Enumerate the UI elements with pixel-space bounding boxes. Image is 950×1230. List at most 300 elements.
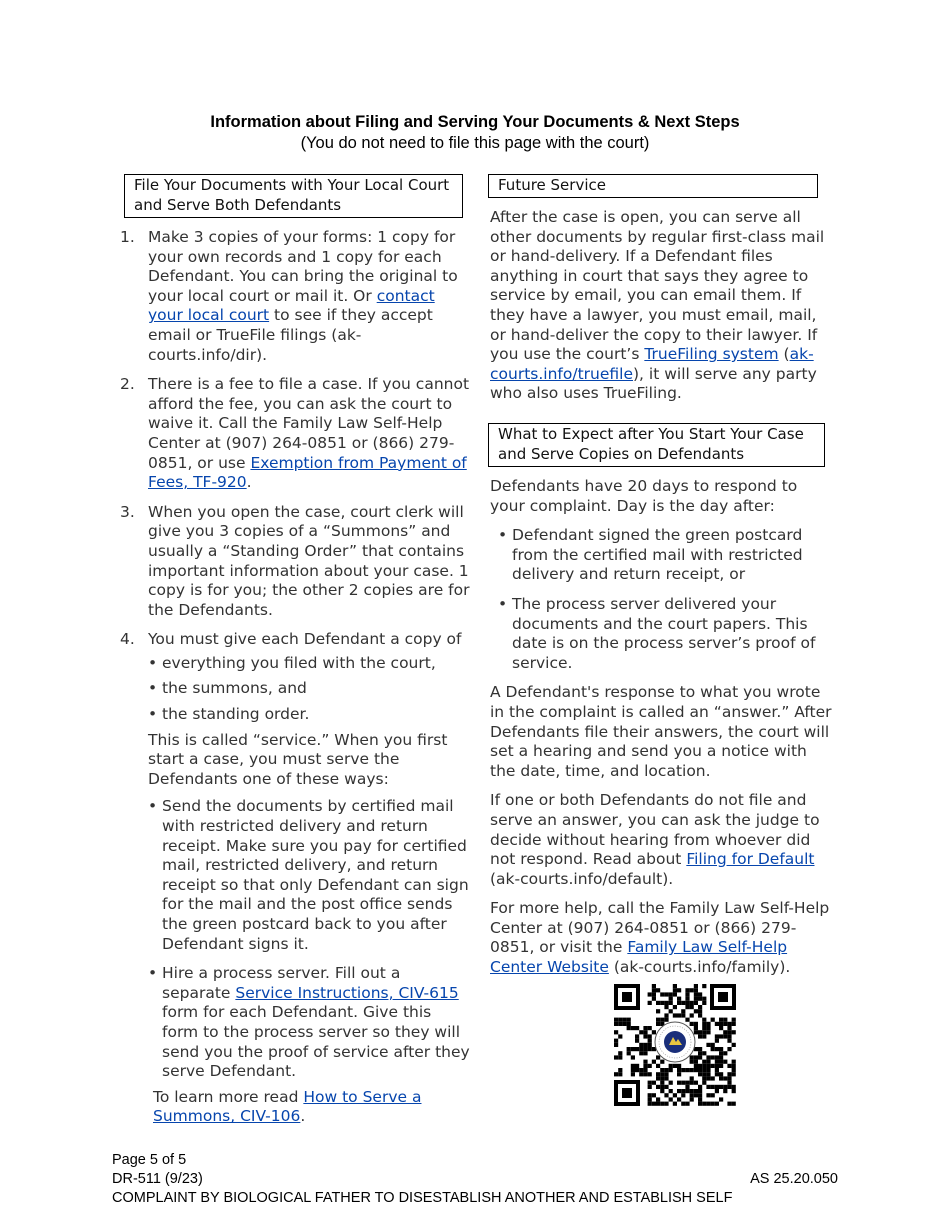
qr-module (677, 997, 681, 1001)
qr-module (702, 1030, 706, 1034)
self-help-center-website-link[interactable]: Family Law Self-Help Center Website (490, 938, 788, 977)
qr-module (690, 1060, 694, 1064)
qr-module (732, 1018, 736, 1022)
qr-module (727, 1030, 731, 1034)
qr-module (648, 1085, 652, 1089)
qr-module (652, 997, 656, 1001)
qr-module (685, 997, 689, 1001)
qr-module (627, 1026, 631, 1030)
qr-module (698, 1085, 702, 1089)
qr-module (715, 1102, 719, 1106)
qr-module (702, 1068, 706, 1072)
learn-more-text: To learn more read How to Serve a Summons, CIV-106. (153, 1087, 422, 1126)
qr-module (685, 1018, 689, 1022)
qr-module (660, 1089, 664, 1093)
qr-module (660, 1001, 664, 1005)
qr-module (669, 1097, 673, 1101)
qr-module (727, 1072, 731, 1076)
qr-module (664, 1093, 668, 1097)
step-number: 1. (120, 228, 135, 246)
qr-module (690, 1093, 694, 1097)
qr-module (673, 988, 677, 992)
qr-module (652, 1102, 656, 1106)
qr-module (618, 1051, 622, 1055)
qr-module (698, 992, 702, 996)
qr-module (694, 1055, 698, 1059)
future-service-heading: Future Service (488, 174, 818, 198)
qr-module (732, 1072, 736, 1076)
qr-module (635, 1026, 639, 1030)
qr-module (694, 1022, 698, 1026)
qr-module (702, 1076, 706, 1080)
service-instructions-civ615-link[interactable]: Service Instructions, CIV-615 (235, 983, 459, 1002)
qr-module (719, 1047, 723, 1051)
court-seal-icon (655, 1022, 695, 1062)
qr-module (711, 1047, 715, 1051)
answer-text: A Defendant's response to what you wrote in the complaint is called an “answer.” After Defendants file their answers, the court will set a hearing and send you a notice with the date, time, and location. (490, 683, 832, 780)
qr-module (681, 1081, 685, 1085)
page-number: Page 5 of 5 (112, 1152, 187, 1168)
qr-module (652, 988, 656, 992)
qr-module (681, 1001, 685, 1005)
qr-module (694, 1064, 698, 1068)
qr-module (681, 1093, 685, 1097)
respond-text: Defendants have 20 days to respond to your complaint. Day is the day after: (490, 477, 798, 515)
qr-module (698, 1089, 702, 1093)
qr-module (702, 1018, 706, 1022)
qr-module (706, 1060, 710, 1064)
qr-module (673, 1102, 677, 1106)
qr-module (660, 1060, 664, 1064)
qr-module (698, 1051, 702, 1055)
truefiling-system-link[interactable]: TrueFiling system (644, 345, 779, 364)
qr-module (706, 1076, 710, 1080)
qr-module (711, 1043, 715, 1047)
qr-module (681, 1013, 685, 1017)
qr-module (685, 988, 689, 992)
qr-module (643, 1043, 647, 1047)
filing-for-default-link[interactable]: Filing for Default (686, 850, 815, 869)
qr-module (719, 1022, 723, 1026)
qr-module (732, 1030, 736, 1034)
qr-module (618, 1055, 622, 1059)
qr-module (698, 1068, 702, 1072)
qr-module (669, 1068, 673, 1072)
qr-module (656, 1009, 660, 1013)
qr-module (706, 1043, 710, 1047)
qr-module (656, 1001, 660, 1005)
qr-module (698, 1093, 702, 1097)
qr-module (732, 1068, 736, 1072)
step-number: 2. (120, 375, 135, 394)
how-to-serve-summons-link[interactable]: How to Serve a Summons, CIV-106 (153, 1087, 422, 1126)
qr-module (673, 1013, 677, 1017)
fees-tf920-link[interactable]: Fees, TF-920 (148, 473, 247, 492)
qr-module (719, 1064, 723, 1068)
qr-module (656, 1072, 660, 1076)
qr-module (677, 1072, 681, 1076)
qr-module (656, 988, 660, 992)
qr-module (706, 1102, 710, 1106)
qr-module (643, 1026, 647, 1030)
qr-module (702, 1026, 706, 1030)
qr-module (648, 1039, 652, 1043)
qr-module (706, 1022, 710, 1026)
qr-module (711, 1085, 715, 1089)
qr-module (656, 1076, 660, 1080)
qr-module (618, 1072, 622, 1076)
qr-module (727, 1047, 731, 1051)
qr-module (664, 1013, 668, 1017)
qr-module (723, 1076, 727, 1080)
qr-module (719, 1034, 723, 1038)
qr-module (711, 1076, 715, 1080)
qr-module (660, 992, 664, 996)
qr-module (660, 1068, 664, 1072)
qr-module (732, 1102, 736, 1106)
qr-module (702, 1001, 706, 1005)
qr-module (635, 1064, 639, 1068)
qr-module (685, 992, 689, 996)
qr-module (648, 1102, 652, 1106)
copy-items-list (148, 654, 472, 725)
qr-module (698, 1055, 702, 1059)
qr-module (694, 1081, 698, 1085)
qr-module (631, 1064, 635, 1068)
qr-module (652, 992, 656, 996)
qr-module (723, 1089, 727, 1093)
qr-module (652, 1060, 656, 1064)
left-column (120, 228, 472, 1137)
qr-module (694, 1093, 698, 1097)
qr-module (723, 1085, 727, 1089)
qr-module (648, 1001, 652, 1005)
list-item: • Defendant signed the green postcard from the certified mail with restricted delivery and return receipt, or (498, 526, 803, 584)
qr-module (715, 1064, 719, 1068)
what-to-expect-heading: What to Expect after You Start Your Case and Serve Copies on Defendants (488, 423, 825, 467)
qr-module (727, 1026, 731, 1030)
qr-module (648, 1072, 652, 1076)
qr-module (702, 1102, 706, 1106)
qr-module (631, 1026, 635, 1030)
list-item: • everything you filed with the court, (148, 653, 436, 672)
list-item: • Hire a process server. Fill out a separate Service Instructions, CIV-615 form for each Defendant. Give this form to the process server so they will send you the proof of service after they serve Defendant. (148, 964, 470, 1081)
help-text: For more help, call the Family Law Self-Help Center at (907) 264-0851 or (866) 279-0851, or visit the Family Law Self-Help Center Website (ak-courts.info/family). (490, 899, 830, 977)
qr-module (719, 1055, 723, 1059)
qr-module (732, 1043, 736, 1047)
qr-module (627, 1051, 631, 1055)
qr-module (719, 1051, 723, 1055)
list-item: • Send the documents by certified mail with restricted delivery and return receipt. Make sure you pay for certified mail, restricted delivery, and return receipt so that only Defendant can sign for the mail and the post office sends the green postcard back to you after Defendant signs it. (148, 797, 469, 953)
qr-module (652, 1081, 656, 1085)
qr-module (631, 1072, 635, 1076)
qr-module (715, 1072, 719, 1076)
qr-module (648, 1081, 652, 1085)
qr-module (690, 1081, 694, 1085)
qr-module (715, 1068, 719, 1072)
qr-module (643, 1034, 647, 1038)
qr-module (664, 1085, 668, 1089)
qr-module (685, 1089, 689, 1093)
contact-local-court-link[interactable]: contact your local court (148, 286, 435, 325)
qr-module (614, 1022, 618, 1026)
qr-module (673, 984, 677, 988)
qr-module (677, 1097, 681, 1101)
qr-module (715, 1034, 719, 1038)
qr-module (648, 1026, 652, 1030)
qr-module (706, 1030, 710, 1034)
qr-module (677, 1001, 681, 1005)
qr-module (685, 1001, 689, 1005)
qr-module (719, 1097, 723, 1101)
qr-module (643, 1051, 647, 1055)
qr-module (723, 1030, 727, 1034)
qr-module (673, 1093, 677, 1097)
qr-module (706, 1093, 710, 1097)
qr-module (706, 1055, 710, 1059)
page-subtitle: (You do not need to file this page with the court) (300, 134, 650, 152)
qr-module (648, 1043, 652, 1047)
qr-module (664, 1072, 668, 1076)
qr-module (685, 1068, 689, 1072)
qr-module (698, 1030, 702, 1034)
qr-module (648, 1064, 652, 1068)
qr-module (706, 1085, 710, 1089)
qr-module (702, 1022, 706, 1026)
step-1: 1. Make 3 copies of your forms: 1 copy for your own records and 1 copy for each Defendant. You can bring the original to your local court or mail it. Or contact your local court to see if they accept email or TrueFile filings (ak-courts.info/dir). (120, 228, 458, 364)
qr-module (614, 1043, 618, 1047)
qr-module (685, 1005, 689, 1009)
list-item: • the standing order. (148, 705, 310, 724)
qr-module (711, 1064, 715, 1068)
qr-module (652, 1093, 656, 1097)
qr-module (648, 992, 652, 996)
qr-module (639, 1068, 643, 1072)
qr-module (664, 1001, 668, 1005)
qr-module (664, 1068, 668, 1072)
qr-module (698, 1102, 702, 1106)
qr-module (648, 1034, 652, 1038)
qr-module (690, 1068, 694, 1072)
qr-module (694, 1089, 698, 1093)
qr-module (690, 1076, 694, 1080)
qr-module (706, 1072, 710, 1076)
qr-module (723, 1060, 727, 1064)
default-text: If one or both Defendants do not file and serve an answer, you can ask the judge to decide without hearing from whoever did not respond. Read about Filing for Default (ak-courts.info/default). (490, 791, 820, 888)
qr-module (715, 1055, 719, 1059)
qr-code-icon (614, 984, 736, 1106)
statute-reference: AS 25.20.050 (750, 1171, 838, 1187)
form-title: COMPLAINT BY BIOLOGICAL FATHER TO DISESTABLISH ANOTHER AND ESTABLISH SELF (112, 1190, 733, 1206)
qr-module (727, 1085, 731, 1089)
qr-module (669, 1089, 673, 1093)
qr-module (685, 1081, 689, 1085)
left-section-heading: File Your Documents with Your Local Court and Serve Both Defendants (124, 174, 463, 218)
qr-module (690, 988, 694, 992)
qr-module (677, 1013, 681, 1017)
qr-module (727, 1102, 731, 1106)
qr-module (702, 1072, 706, 1076)
page-title: Information about Filing and Serving Your Documents & Next Steps (210, 113, 740, 131)
qr-module (698, 1034, 702, 1038)
qr-module (660, 1072, 664, 1076)
qr-module (631, 1055, 635, 1059)
qr-module (715, 1047, 719, 1051)
qr-module (694, 1068, 698, 1072)
qr-module (618, 1034, 622, 1038)
step-number: 4. (120, 630, 135, 649)
qr-module (660, 1085, 664, 1089)
qr-module (719, 1060, 723, 1064)
future-service-text: After the case is open, you can serve all other documents by regular first-class mail or hand-delivery. If a Defendant files anything in court that says they agree to service by email, you can email them. If they have a lawyer, you must email, mail, or hand-deliver the copy to their lawyer. If you use the court’s TrueFiling system (ak-courts.info/truefile), it will serve any party who also uses TrueFiling. (490, 208, 825, 403)
qr-module (727, 1034, 731, 1038)
qr-module (677, 1068, 681, 1072)
qr-module (664, 1005, 668, 1009)
qr-module (639, 1047, 643, 1051)
qr-module (669, 997, 673, 1001)
qr-module (635, 1068, 639, 1072)
qr-module (715, 1085, 719, 1089)
qr-module (643, 1072, 647, 1076)
qr-module (614, 1055, 618, 1059)
qr-module (702, 997, 706, 1001)
qr-module (727, 1022, 731, 1026)
truefile-url-link[interactable]: ak-courts.info/truefile (490, 345, 814, 383)
qr-module (698, 1009, 702, 1013)
step-2: 2. There is a fee to file a case. If you cannot afford the fee, you can ask the court to waive it. Call the Family Law Self-Help Center at (907) 264-0851 or (866) 279-0851, or use Exemption from Payment of Fees, TF-920. (120, 375, 470, 492)
step-4: 4. You must give each Defendant a copy of • everything you filed with the court, • the summons, and • the standing order. This is called “service.” When you first start a case, you must serve the Defendants one of these ways: • Send the documents by certified mail with restricted delivery and return receipt. Make sure you pay for certified mail, restricted delivery, and return receipt so that only Defendant can sign for the mail and the post office sends the green postcard back to you after Defendant signs it. • Hire a process server. Fill out a separate Service Instructions, CIV-615 form for each Defendant. Give this form to the process server so they will send you the proof of service after they serve Defendant. (120, 630, 472, 1081)
qr-module (681, 1102, 685, 1106)
qr-module (622, 1018, 626, 1022)
qr-module (715, 1039, 719, 1043)
qr-module (702, 1081, 706, 1085)
qr-module (660, 1076, 664, 1080)
qr-module (643, 1064, 647, 1068)
qr-module (656, 1097, 660, 1101)
qr-module (690, 1022, 694, 1026)
qr-module (719, 1018, 723, 1022)
exemption-from-payment-link[interactable]: Exemption from Payment of (250, 453, 467, 472)
qr-module (639, 1051, 643, 1055)
qr-module (660, 1018, 664, 1022)
steps-list (120, 228, 472, 1082)
qr-module (706, 1026, 710, 1030)
qr-module (631, 1047, 635, 1051)
qr-module (702, 1051, 706, 1055)
qr-module (723, 1034, 727, 1038)
list-item: • the summons, and (148, 679, 307, 698)
qr-module (723, 1022, 727, 1026)
qr-module (690, 1005, 694, 1009)
footer-left (112, 1151, 732, 1208)
form-id: DR-511 (9/23) (112, 1171, 203, 1187)
qr-module (706, 1064, 710, 1068)
qr-module (694, 1001, 698, 1005)
respond-items-list (490, 526, 836, 673)
qr-module (639, 1043, 643, 1047)
qr-module (627, 1047, 631, 1051)
qr-module (614, 1039, 618, 1043)
qr-module (652, 984, 656, 988)
qr-module (727, 1081, 731, 1085)
qr-module (694, 1009, 698, 1013)
qr-module (690, 1097, 694, 1101)
qr-module (723, 1051, 727, 1055)
qr-module (673, 1005, 677, 1009)
qr-module (702, 984, 706, 988)
qr-module (677, 988, 681, 992)
qr-module (711, 1055, 715, 1059)
qr-module (681, 1068, 685, 1072)
qr-module (664, 1018, 668, 1022)
qr-module (698, 1013, 702, 1017)
qr-module (635, 1034, 639, 1038)
qr-module (732, 1022, 736, 1026)
qr-module (643, 1030, 647, 1034)
step-3: 3. When you open the case, court clerk will give you 3 copies of a “Summons” and usually a “Standing Order” that contains important information about your case. 1 copy is for you; the other 2 copies are for the Defendants. (120, 502, 470, 619)
qr-module (723, 1018, 727, 1022)
qr-module (694, 988, 698, 992)
qr-module (648, 1097, 652, 1101)
qr-module (614, 1030, 618, 1034)
qr-module (698, 997, 702, 1001)
qr-module (664, 1076, 668, 1080)
qr-module (694, 992, 698, 996)
qr-module (652, 1030, 656, 1034)
qr-module (669, 1064, 673, 1068)
qr-module (664, 1102, 668, 1106)
qr-module (677, 1081, 681, 1085)
qr-module (711, 1102, 715, 1106)
qr-module (635, 1047, 639, 1051)
list-item: • The process server delivered your documents and the court papers. This date is on the process server’s proof of service. (498, 594, 816, 672)
qr-module (639, 1030, 643, 1034)
qr-module (702, 1060, 706, 1064)
qr-module (719, 1072, 723, 1076)
qr-module (681, 1009, 685, 1013)
qr-module (702, 1064, 706, 1068)
qr-module (694, 1060, 698, 1064)
qr-module (690, 1013, 694, 1017)
qr-module (669, 992, 673, 996)
qr-module (727, 1076, 731, 1080)
qr-module (698, 1047, 702, 1051)
qr-module (622, 1022, 626, 1026)
qr-module (614, 1018, 618, 1022)
qr-module (660, 1102, 664, 1106)
qr-module (677, 1089, 681, 1093)
qr-module (656, 1085, 660, 1089)
qr-module (673, 992, 677, 996)
qr-module (732, 1060, 736, 1064)
qr-module (685, 1085, 689, 1089)
qr-module (656, 1055, 660, 1059)
future-service-section (490, 208, 830, 414)
qr-module (677, 1064, 681, 1068)
qr-module (648, 1093, 652, 1097)
qr-module (639, 1072, 643, 1076)
service-methods-list (148, 797, 472, 1081)
qr-module (702, 1034, 706, 1038)
qr-module (669, 1009, 673, 1013)
qr-module (698, 1064, 702, 1068)
what-to-expect-section (490, 477, 836, 988)
qr-module (715, 1022, 719, 1026)
qr-module (711, 1018, 715, 1022)
qr-module (618, 1068, 622, 1072)
qr-module (727, 1039, 731, 1043)
qr-module (660, 1081, 664, 1085)
